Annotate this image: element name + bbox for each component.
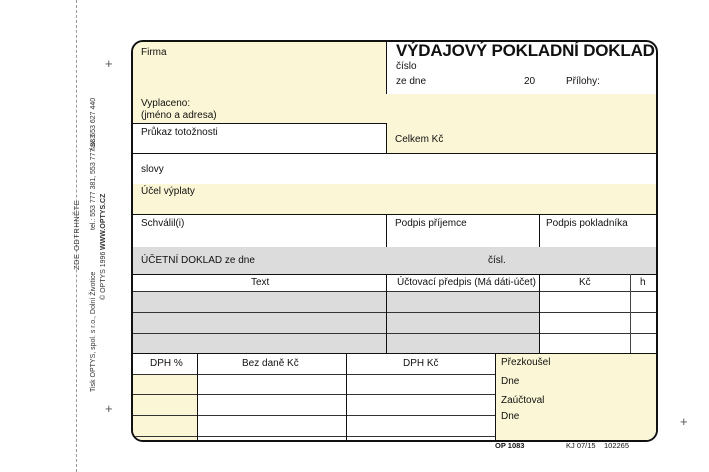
in-words-label: slovy (141, 164, 164, 175)
printer-fax: fax: 553 627 440 (90, 97, 97, 150)
cash-voucher-form (131, 40, 658, 442)
cashier-signature-field[interactable] (540, 214, 656, 247)
tear-here-label: ZDE ODTRHNĚTE (72, 199, 81, 270)
recipient-signature-field[interactable] (387, 214, 539, 247)
paid-to-label: Vyplaceno: (141, 98, 191, 109)
total-field[interactable] (387, 123, 656, 153)
website-text: WWW.OPTYS.CZ (100, 193, 107, 250)
document-title: VÝDAJOVÝ POKLADNÍ DOKLAD (396, 41, 655, 60)
firma-field[interactable] (133, 42, 386, 94)
printer-info: Tisk OPTYS, spol. s r.o., Dolní Životice (90, 271, 97, 392)
col-posting-header: Účtovací předpis (Má dáti-účet) (397, 277, 536, 288)
total-label: Celkem Kč (395, 134, 444, 145)
cislo-label: číslo (396, 61, 417, 72)
registration-mark-bottom: + (105, 401, 113, 416)
col-h-header: h (640, 277, 646, 288)
purpose-field[interactable] (133, 184, 656, 214)
vat-rate-cells[interactable] (133, 374, 197, 440)
col-text-header: Text (251, 277, 270, 288)
cashier-signature-label: Podpis pokladníka (546, 218, 628, 229)
printer-phone: tel.: 553 777 381, 553 777 333 (90, 135, 97, 230)
verified-date-label: Dne (501, 376, 520, 387)
text-column-rows[interactable] (133, 291, 386, 353)
registration-mark-right: + (680, 414, 688, 429)
date-label: ze dne (396, 76, 427, 87)
col-czk-header: Kč (579, 277, 591, 288)
attachments-label: Přílohy: (566, 76, 600, 87)
verified-by-label: Přezkoušel (501, 357, 551, 368)
net-amount-header: Bez daně Kč (242, 358, 299, 369)
vat-amount-header: DPH Kč (403, 358, 439, 369)
accounting-doc-header[interactable] (133, 247, 656, 274)
id-document-field[interactable] (133, 123, 386, 153)
vat-rate-header: DPH % (150, 358, 183, 369)
form-serial: 102265 (604, 441, 630, 450)
accounting-number-label: čísl. (488, 255, 506, 266)
posted-date-label: Dne (501, 411, 520, 422)
posting-column-rows[interactable] (387, 291, 539, 353)
form-revision: KJ 07/15 (566, 441, 596, 450)
name-address-label: (jméno a adresa) (141, 110, 217, 121)
purpose-label: Účel výplaty (141, 186, 195, 197)
accounting-doc-label: ÚČETNÍ DOKLAD ze dne (141, 255, 255, 266)
form-code: OP 1083 (495, 441, 525, 450)
approved-by-label: Schválil(i) (141, 218, 185, 229)
recipient-signature-label: Podpis příjemce (395, 218, 467, 229)
posted-by-label: Zaúčtoval (501, 395, 545, 406)
year-prefix: 20 (524, 76, 536, 87)
verification-box[interactable] (496, 354, 656, 440)
id-document-label: Průkaz totožnosti (141, 127, 218, 138)
in-words-field[interactable] (133, 153, 656, 184)
registration-mark-top: + (105, 56, 113, 71)
firma-label: Firma (141, 47, 167, 58)
approved-by-field[interactable] (133, 214, 386, 247)
copyright-text: © OPTYS 1996 (100, 251, 107, 300)
paid-to-field[interactable] (133, 94, 656, 123)
